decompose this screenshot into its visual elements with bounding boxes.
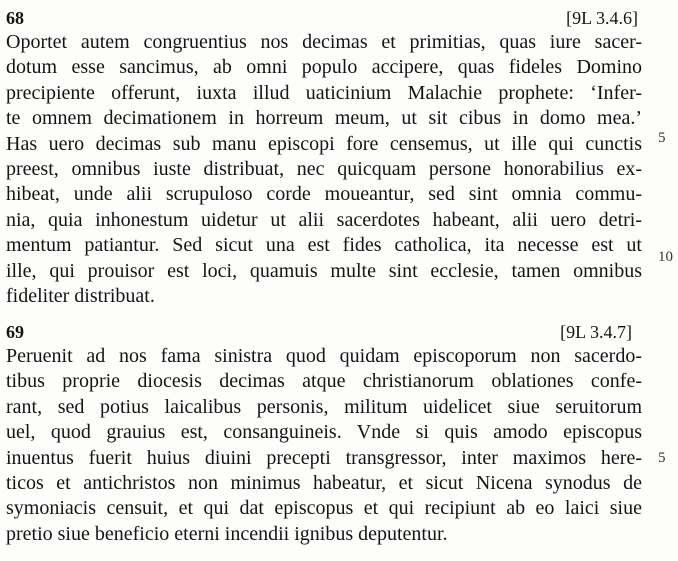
section-reference: [9L 3.4.7] <box>560 322 632 342</box>
text-line: rant, sed potius laicalibus personis, militum uidelicet siue seruitorum <box>6 395 642 418</box>
text-line: Peruenit ad nos fama sinistra quod quidam episcoporum non sacerdo- <box>6 345 642 367</box>
line-number: 5 <box>658 130 666 146</box>
text-line: nia, quia inhonestum uidetur ut alii sacerdotes habeant, alii uero detri- <box>6 208 642 231</box>
text-line: Has uero decimas sub manu episcopi fore censemus, ut ille qui cunctis <box>6 132 642 155</box>
line-number: 5 <box>658 450 666 466</box>
section-reference: [9L 3.4.6] <box>566 8 638 28</box>
text-line: te omnem decimationem in horreum meum, ut sit cibus in domo mea.’ <box>6 107 642 130</box>
text-line: ticos et antichristos non minimus habeatur, et sicut Nicena synodus de <box>6 471 642 494</box>
text-line: fideliter distribuat. <box>6 284 155 307</box>
section-69 <box>6 320 642 547</box>
text-line: precipiente offerunt, iuxta illud uaticinium Malachie prophete: ‘Infer- <box>6 81 642 104</box>
section-number: 69 <box>6 322 24 342</box>
text-line: hibeat, unde alii scrupuloso corde moueantur, sed sint omnia commu- <box>6 183 642 206</box>
text-line: Oportet autem congruentius nos decimas et primitias, quas iure sacer- <box>6 31 642 53</box>
text-line: mentum patiantur. Sed sicut una est fides catholica, ita necesse est ut <box>6 234 642 257</box>
section-body <box>6 30 642 309</box>
text-line: symoniacis censuit, et qui dat episcopus et qui recipiunt ab eo laici siue <box>6 497 642 520</box>
section-number: 68 <box>6 8 24 28</box>
line-number: 10 <box>658 249 673 265</box>
section-68 <box>6 6 642 309</box>
text-line: inuentus fuerit huius diuini precepti transgressor, inter maximos here- <box>6 446 642 469</box>
text-line: preest, omnibus iuste distribuat, nec quicquam persone honorabilius ex- <box>6 157 642 180</box>
text-line: dotum esse sancimus, ab omni populo accipere, quas fideles Domino <box>6 56 642 79</box>
section-header <box>6 320 642 344</box>
text-line: tibus proprie diocesis decimas atque christianorum oblationes confe- <box>6 370 642 393</box>
section-header <box>6 6 642 30</box>
text-line: uel, quod grauius est, consanguineis. Vnde si quis amodo episcopus <box>6 421 642 444</box>
text-line: ille, qui prouisor est loci, quamuis multe sint ecclesie, tamen omnibus <box>6 259 642 282</box>
section-body <box>6 344 642 547</box>
text-line: pretio siue beneficio eterni incendii ignibus deputentur. <box>6 522 448 545</box>
